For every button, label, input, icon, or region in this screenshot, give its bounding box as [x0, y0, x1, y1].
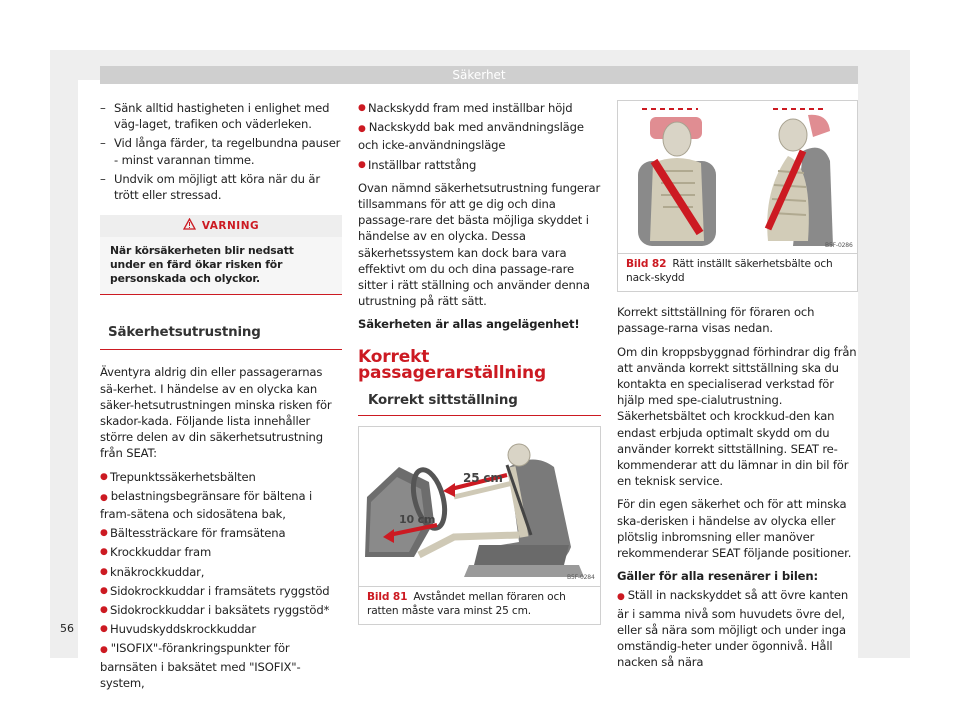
dash-item: – Undvik om möjligt att köra när du är trött eller stressad. — [100, 171, 342, 203]
figure-82 — [617, 100, 858, 292]
list-item: ● Ställ in nackskyddet så att övre kanten är i samma nivå som huvudets övre del, eller så nära som möjligt och under inga omständig-heter under ögonnivå. Håll nacken så nära — [617, 587, 858, 670]
figure-number: Bild 81 — [367, 591, 408, 604]
distance-label-25: 25 cm — [463, 471, 503, 486]
intro-paragraph: Äventyra aldrig din eller passagerarnas sä-kerhet. I händelse av en olycka kan säker-hetsutrustningen minska risken för skador-kada. Följande lista innehåller större delen av din säkerhetsutrustning från SEAT: — [100, 365, 332, 461]
list-item: ● Sidokrockkuddar i framsätets ryggstöd — [100, 583, 342, 599]
headrest-illustration — [618, 101, 857, 253]
column-1 — [100, 100, 342, 694]
chapter-title: Korrekt passagerarställning — [358, 346, 547, 383]
figure-81 — [358, 426, 601, 625]
column-2 — [358, 100, 601, 625]
emphasis-line: Säkerheten är allas angelägenhet! — [358, 317, 580, 332]
list-item: ● Huvudskyddskrockkuddar — [100, 621, 342, 637]
warning-box — [100, 215, 342, 295]
warning-triangle-icon — [183, 218, 196, 235]
list-item: ● Sidokrockkuddar i baksätets ryggstöd* — [100, 602, 342, 618]
page-number: 56 — [60, 622, 74, 635]
list-item: ● "ISOFIX"-förankringspunkter för barnsäten i baksätet med "ISOFIX"-system, — [100, 640, 342, 691]
list-item: ● Bältessträckare för framsätena — [100, 525, 342, 541]
warning-label: VARNING — [201, 220, 260, 233]
figure-caption — [359, 586, 600, 624]
list-item: ● Nackskydd bak med användningsläge och icke-användningsläge — [358, 119, 601, 153]
warning-header — [100, 215, 342, 237]
emphasis-line: Gäller för alla resenärer i bilen: — [617, 569, 818, 584]
body-paragraph: Korrekt sittställning för föraren och passage-rarna visas nedan. — [617, 305, 815, 336]
list-item: ● Trepunktssäkerhetsbälten — [100, 469, 342, 485]
figure-number: Bild 82 — [626, 258, 667, 271]
list-item: ● belastningsbegränsare för bältena i fram-sätena och sidosätena bak, — [100, 488, 342, 522]
body-paragraph: För din egen säkerhet och för att minska ska-derisken i händelse av olycka eller plötslig inbromsning eller manöver rekommenderar SEAT följande positioner. — [617, 497, 852, 561]
seating-distance-illustration — [359, 427, 600, 586]
caption-text: Rätt inställt säkerhetsbälte och nack-skydd — [626, 258, 833, 284]
dash-item: – Sänk alltid hastigheten i enlighet med väg-laget, trafiken och väderleken. — [100, 100, 342, 132]
list-item: ● Nackskydd fram med inställbar höjd — [358, 100, 601, 116]
list-item: ● knäkrockkuddar, — [100, 564, 342, 580]
dash-item: – Vid långa färder, ta regelbundna pauser - minst varannan timme. — [100, 135, 342, 167]
list-item: ● Inställbar rattstång — [358, 157, 601, 173]
figure-code: B5F-0286 — [825, 242, 853, 249]
column-3 — [617, 100, 858, 673]
figure-code: B5F-0284 — [567, 574, 595, 582]
warning-text: När körsäkerheten blir nedsatt under en färd ökar risken för personskada och olyckor. — [100, 237, 342, 294]
caption-text: Avståndet mellan föraren och ratten måste vara minst 25 cm. — [367, 591, 566, 617]
section-title: Säkerhetsutrustning — [100, 313, 342, 350]
distance-label-10: 10 cm — [399, 513, 436, 527]
figure-caption — [618, 253, 857, 291]
chapter-header: Säkerhet — [100, 66, 858, 84]
body-paragraph: Om din kroppsbyggnad förhindrar dig från att använda korrekt sittställning ska du kontakta en specialiserad verkstad för hjälp med spe-cialutrustning. Säkerhetsbältet och krockkud-den kan endast erbjuda optimalt skydd om du använder korrekt sittställning. SEAT re-kommenderar att du lämnar in din bil för en teknisk service. — [617, 344, 857, 489]
body-paragraph: Ovan nämnd säkerhetsutrustning fungerar tillsammans för att ge dig och dina passage-rare det bästa möjliga skyddet i händelse av en olycka. Dessa säkerhetssystem kan dock bara vara effektivt om du och dina passage-rare sitter i rätt ställning och använder denna utrustning på rätt sätt. — [358, 180, 601, 309]
subsection-title: Korrekt sittställning — [358, 393, 601, 416]
list-item: ● Krockkuddar fram — [100, 544, 342, 560]
